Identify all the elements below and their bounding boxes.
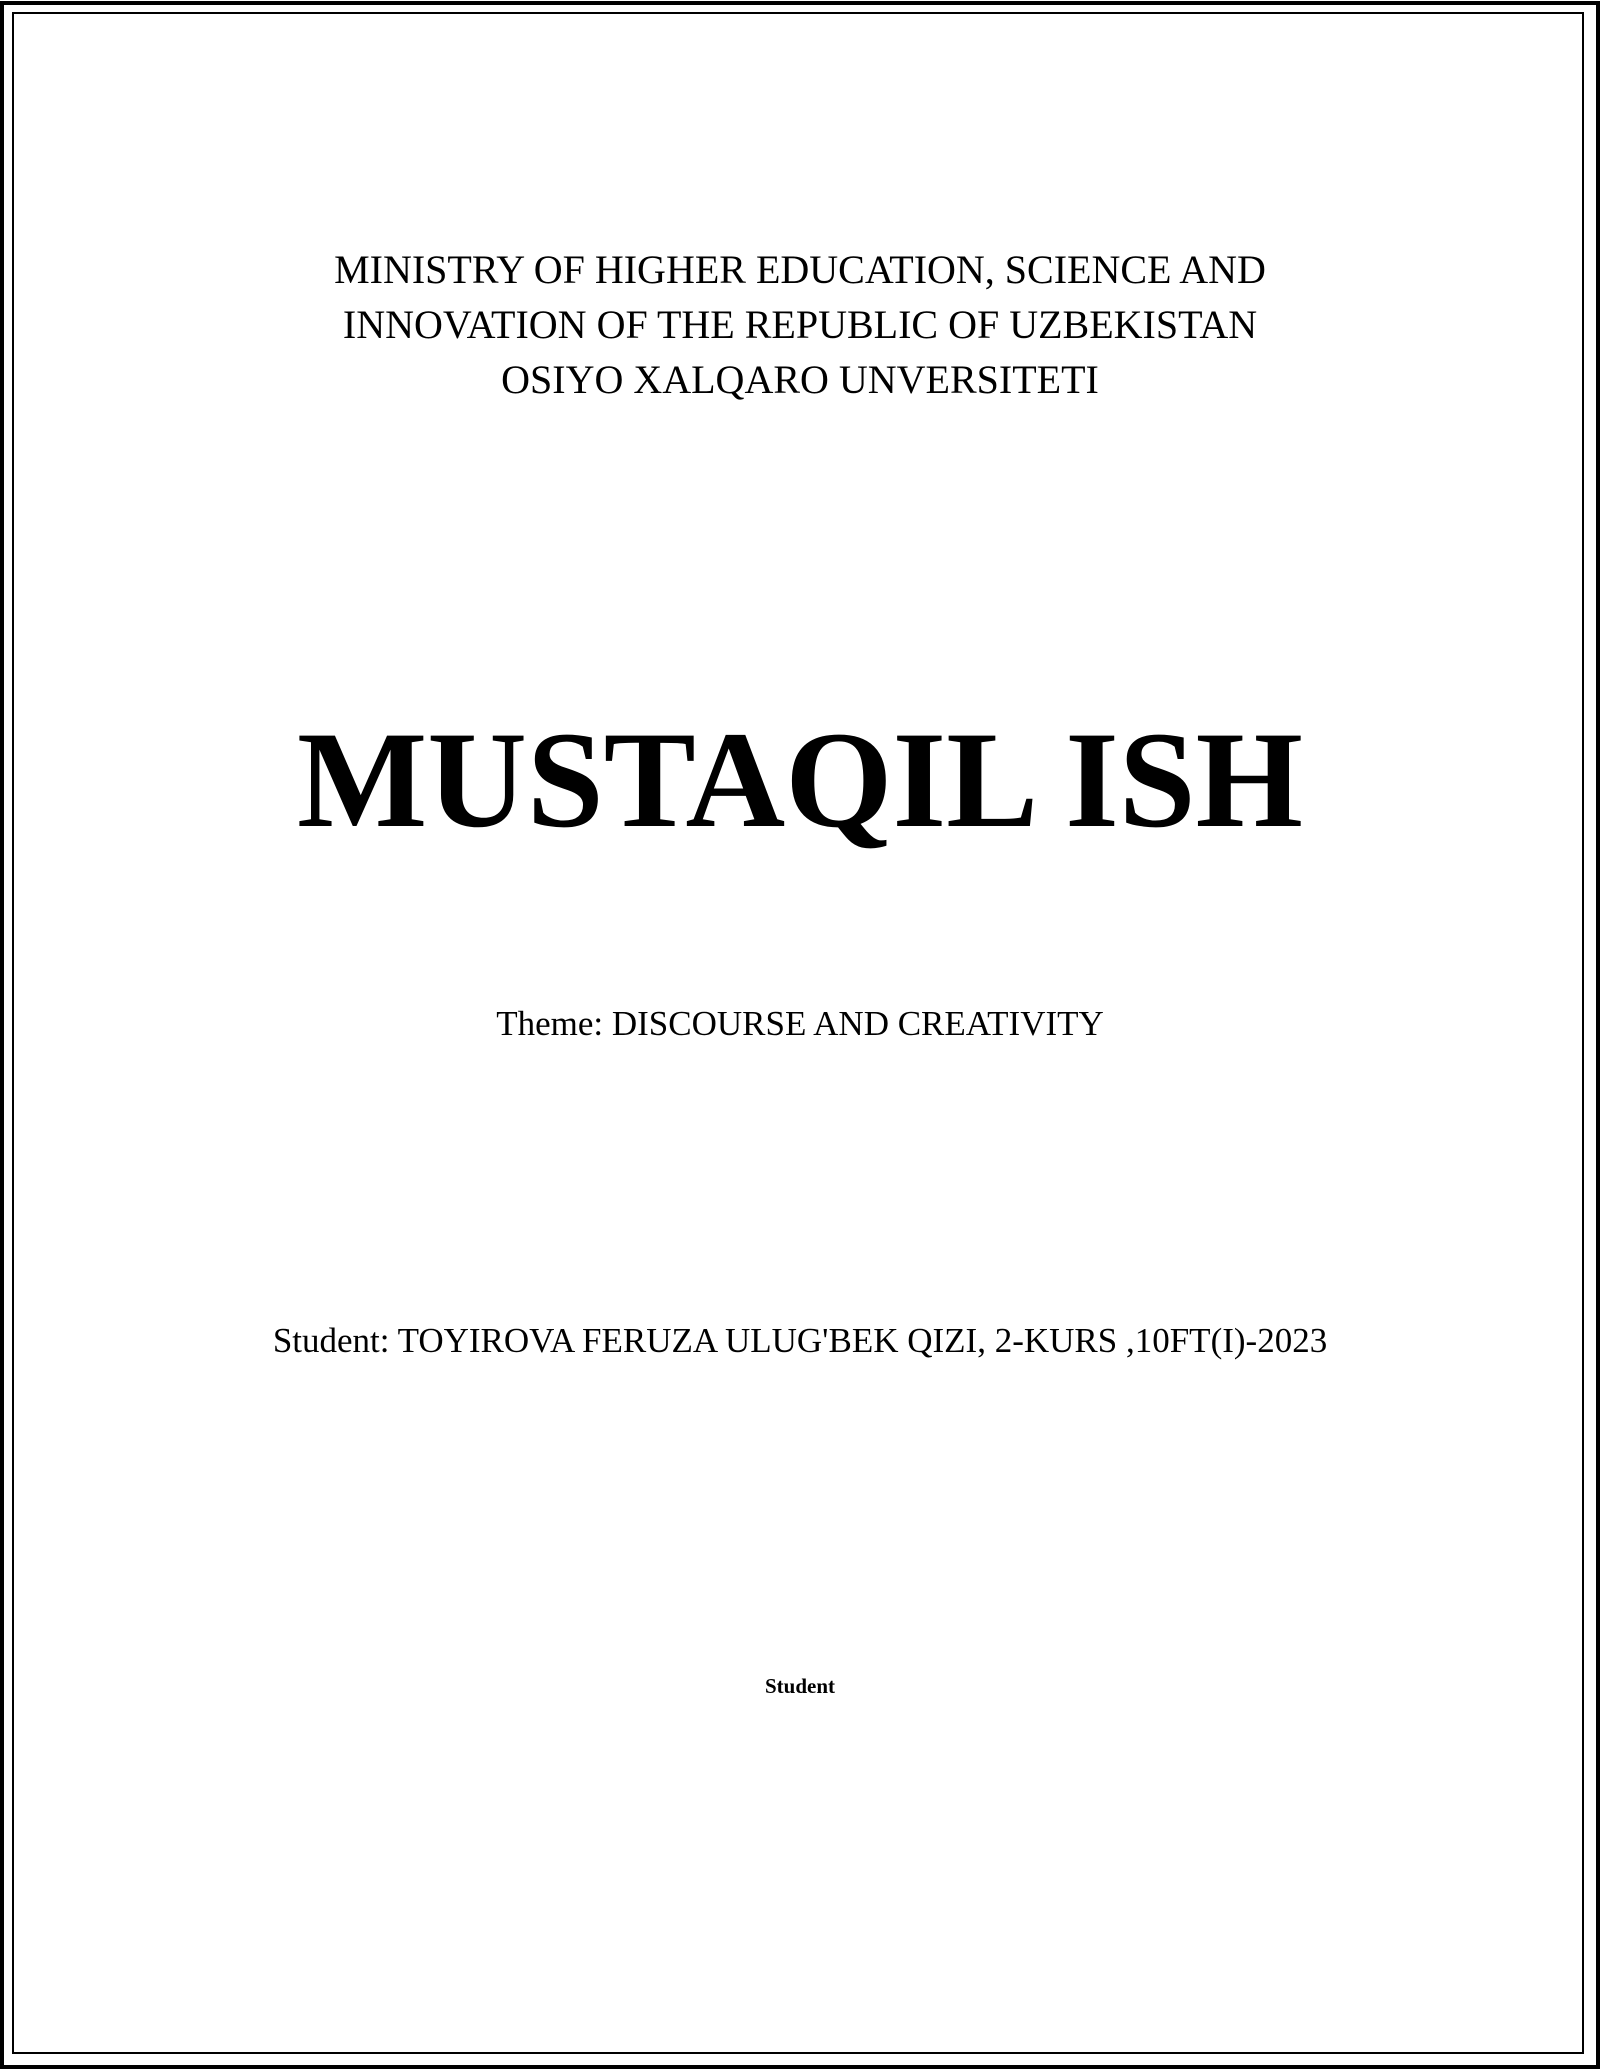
header-line-university: OSIYO XALQARO UNVERSITETI — [501, 357, 1099, 402]
header-line-ministry: MINISTRY OF HIGHER EDUCATION, SCIENCE AND — [334, 247, 1266, 292]
institution-header — [0, 242, 1600, 407]
document-title: MUSTAQIL ISH — [297, 703, 1303, 856]
header-line-republic: INNOVATION OF THE REPUBLIC OF UZBEKISTAN — [342, 302, 1258, 347]
student-label: Student — [764, 1674, 836, 1698]
theme-line: Theme: DISCOURSE AND CREATIVITY — [496, 1004, 1104, 1043]
student-info: Student: TOYIROVA FERUZA ULUG'BEK QIZI, 2-KURS ,10FT(I)-2023 — [272, 1321, 1328, 1360]
